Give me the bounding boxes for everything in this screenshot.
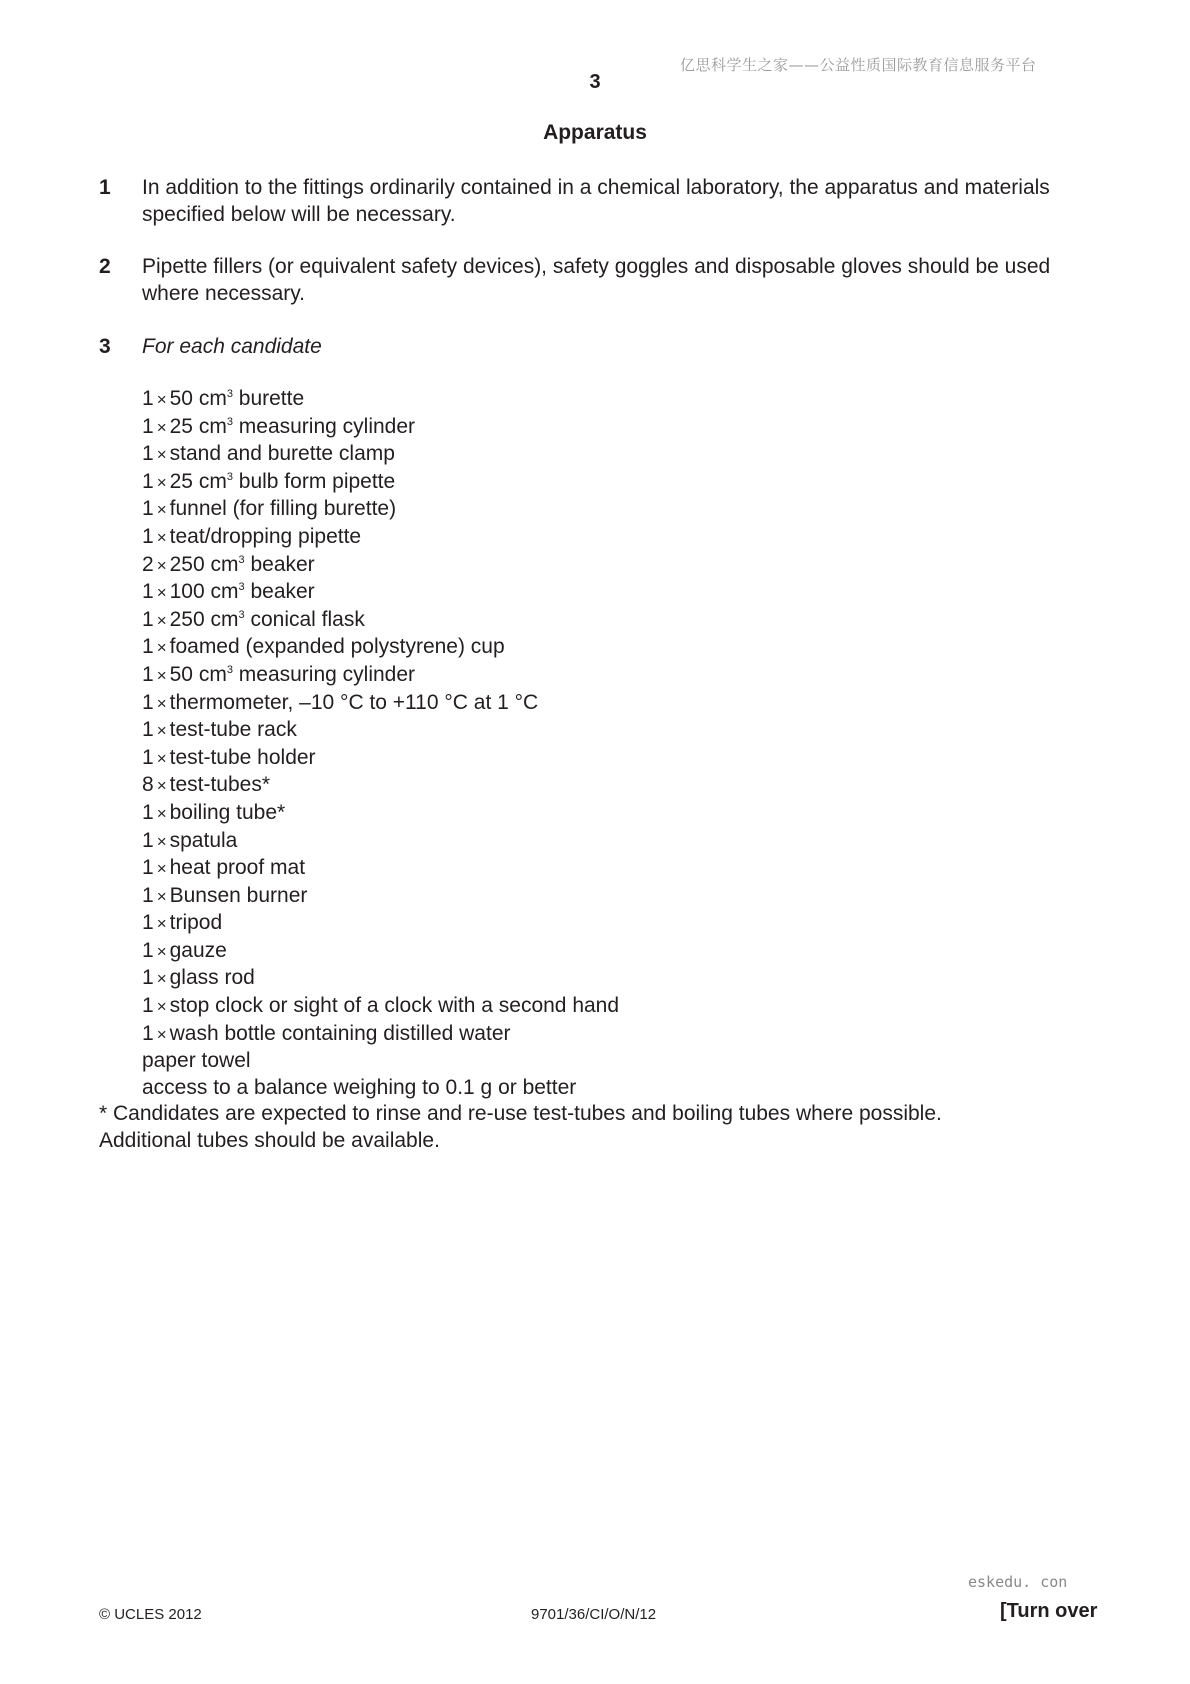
times-symbol: × [156,1024,167,1044]
item-description-rest: conical flask [244,607,365,631]
item-quantity: 1 [142,469,154,493]
unit-superscript: 3 [238,608,245,621]
item-description-rest: beaker [244,580,315,604]
apparatus-item [142,469,619,497]
apparatus-item [142,1021,619,1049]
apparatus-item [142,579,619,607]
item-quantity: 1 [142,607,154,631]
apparatus-item [142,441,619,469]
unit-superscript: 3 [238,581,245,594]
watermark-text: 亿思科学生之家——公益性质国际教育信息服务平台 [680,56,1037,74]
item-quantity: 8 [142,773,154,797]
item-quantity: 1 [142,635,154,659]
times-symbol: × [156,803,167,823]
times-symbol: × [156,914,167,934]
times-symbol: × [156,997,167,1017]
times-symbol: × [156,969,167,989]
apparatus-item [142,496,619,524]
footer-site-text: eskedu. con [968,1573,1068,1591]
item-description-rest: burette [232,387,305,410]
item-description: Bunsen burner [169,883,308,907]
times-symbol: × [156,748,167,768]
item-description: thermometer, –10 °C to +110 °C at 1 °C [169,690,539,714]
apparatus-item [142,745,619,773]
item-quantity: 1 [142,1021,154,1045]
item-description: boiling tube* [169,800,286,824]
item-quantity: 1 [142,856,154,880]
instruction-text: For each candidate [142,335,322,358]
apparatus-item [142,965,619,993]
item-description: spatula [169,828,238,852]
times-symbol: × [156,721,167,741]
apparatus-item [142,772,619,800]
instruction-number: 2 [99,255,111,278]
item-description: stand and burette clamp [169,442,395,466]
item-description: wash bottle containing distilled water [169,1021,511,1045]
item-quantity: 1 [142,938,154,962]
item-description: 50 cm [169,387,227,410]
instruction-3 [99,333,1099,360]
apparatus-list [142,386,619,1101]
times-symbol: × [156,390,167,409]
times-symbol: × [156,693,167,713]
item-description: paper towel [142,1049,251,1073]
item-description: 50 cm [169,662,227,686]
item-description: heat proof mat [169,856,306,880]
unit-superscript: 3 [226,415,233,428]
apparatus-item [142,855,619,883]
apparatus-item [142,800,619,828]
footnote [99,1100,942,1154]
unit-superscript: 3 [226,388,233,400]
apparatus-item [142,828,619,856]
item-quantity: 1 [142,800,154,824]
apparatus-item [142,386,619,414]
times-symbol: × [156,859,167,879]
item-description-rest: beaker [244,552,315,576]
item-description-rest: measuring cylinder [232,414,416,438]
item-quantity: 1 [142,524,154,548]
apparatus-item [142,634,619,662]
apparatus-item [142,1075,619,1102]
item-description: 250 cm [169,607,239,631]
instruction-number: 3 [99,335,111,358]
item-description: 100 cm [169,580,239,604]
times-symbol: × [156,472,167,492]
item-description: access to a balance weighing to 0.1 g or better [142,1075,577,1099]
item-quantity: 1 [142,883,154,907]
apparatus-item [142,910,619,938]
turn-over-label: [Turn over [1000,1600,1098,1622]
item-quantity: 2 [142,552,154,576]
apparatus-item [142,524,619,552]
item-quantity: 1 [142,387,154,410]
times-symbol: × [156,941,167,961]
apparatus-item [142,717,619,745]
instruction-2 [99,253,1099,307]
section-heading: Apparatus [543,121,647,144]
item-description: 25 cm [169,469,227,493]
item-description: gauze [169,938,227,962]
apparatus-item [142,414,619,442]
item-description: 25 cm [169,414,227,438]
item-quantity: 1 [142,828,154,852]
footer-copyright: © UCLES 2012 [99,1606,202,1623]
item-description: test-tube rack [169,718,297,742]
footer-paper-code: 9701/36/CI/O/N/12 [531,1606,657,1623]
item-description: glass rod [169,966,255,990]
item-quantity: 1 [142,966,154,990]
times-symbol: × [156,445,167,465]
item-quantity: 1 [142,690,154,714]
item-quantity: 1 [142,662,154,686]
apparatus-item [142,662,619,690]
apparatus-item [142,552,619,580]
item-quantity: 1 [142,414,154,438]
times-symbol: × [156,555,167,575]
item-quantity: 1 [142,442,154,466]
unit-superscript: 3 [238,553,245,566]
footnote-line: Additional tubes should be available. [99,1129,440,1152]
item-description: funnel (for filling burette) [169,497,397,521]
times-symbol: × [156,638,167,658]
apparatus-item [142,690,619,718]
item-description: tripod [169,911,223,935]
item-description: foamed (expanded polystyrene) cup [169,635,505,659]
item-description: teat/dropping pipette [169,524,362,548]
times-symbol: × [156,610,167,630]
item-quantity: 1 [142,911,154,935]
apparatus-item [142,883,619,911]
item-quantity: 1 [142,994,154,1018]
item-quantity: 1 [142,497,154,521]
times-symbol: × [156,665,167,685]
times-symbol: × [156,776,167,796]
instruction-text: In addition to the fittings ordinarily contained in a chemical laboratory, the apparatus and materials specified below will be necessary. [142,176,1050,226]
item-quantity: 1 [142,745,154,769]
apparatus-item [142,607,619,635]
apparatus-item [142,938,619,966]
instruction-number: 1 [99,176,111,199]
unit-superscript: 3 [226,470,233,483]
times-symbol: × [156,831,167,851]
item-description: test-tube holder [169,745,316,769]
unit-superscript: 3 [226,663,233,676]
times-symbol: × [156,500,167,520]
item-quantity: 1 [142,718,154,742]
instruction-text: Pipette fillers (or equivalent safety devices), safety goggles and disposable gloves should be used where necessary. [142,255,1051,305]
item-description: test-tubes* [169,773,271,797]
instruction-1 [99,174,1099,228]
times-symbol: × [156,417,167,437]
item-description: 250 cm [169,552,239,576]
item-quantity: 1 [142,580,154,604]
item-description-rest: bulb form pipette [232,469,396,493]
item-description-rest: measuring cylinder [232,662,416,686]
times-symbol: × [156,527,167,547]
apparatus-item [142,1048,619,1075]
times-symbol: × [156,886,167,906]
footnote-line: * Candidates are expected to rinse and re-use test-tubes and boiling tubes where possible. [99,1102,942,1125]
item-description: stop clock or sight of a clock with a second hand [169,994,620,1018]
times-symbol: × [156,583,167,603]
apparatus-item [142,993,619,1021]
page-number: 3 [589,71,601,93]
